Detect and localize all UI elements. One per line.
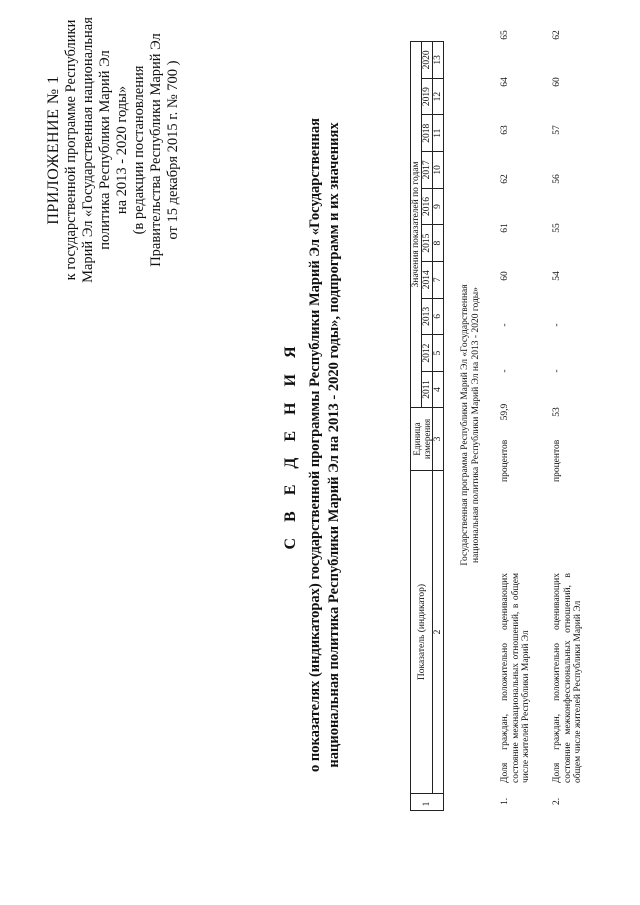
row-unit: процентов (552, 439, 562, 482)
col-indicator: Показатель (индикатор) (411, 471, 433, 794)
row-number: 2. (552, 797, 562, 805)
row-value: 62 (552, 30, 562, 40)
col-number: 9 (433, 188, 444, 225)
row-value: 54 (552, 271, 562, 281)
appendix-line: (в редакции постановления (131, 65, 147, 235)
row-value: - (552, 369, 562, 373)
row-value: - (500, 323, 510, 327)
row-value: 64 (500, 77, 510, 87)
appendix-line: от 15 декабря 2015 г. № 700 ) (165, 60, 181, 240)
heading-line-2: национальная политика Республики Марий Эл на 2013 - 2020 годы», подпрограмм и их значениях (326, 122, 342, 768)
appendix-title: ПРИЛОЖЕНИЕ № 1 (45, 75, 62, 225)
year-cell: 2020 (422, 42, 433, 79)
row-unit: процентов (500, 439, 510, 482)
appendix-line: Марий Эл «Государственная национальная (80, 17, 96, 283)
row-value (500, 0, 511, 5)
year-cell: 2014 (422, 261, 433, 298)
row-value: 55 (552, 223, 562, 233)
year-cell: 2017 (422, 152, 433, 189)
col-number: 12 (433, 78, 444, 115)
row-value: 63 (500, 125, 510, 135)
col-number: 4 (433, 371, 444, 407)
year-cell: 2019 (422, 78, 433, 115)
row-value: 60 (500, 271, 510, 281)
col-number: 3 (433, 408, 444, 471)
row-value: 61 (500, 223, 510, 233)
appendix-line: на 2013 - 2020 годы» (114, 85, 130, 215)
col-number: 13 (433, 42, 444, 79)
row-indicator: Доля граждан, положительно оценивающих состояние межконфессиональных отношений, в общем числе жителей Республики Марий Эл (552, 573, 583, 783)
col-number: 11 (433, 115, 444, 152)
col-number: 10 (433, 152, 444, 189)
col-number: 2 (433, 471, 444, 794)
year-cell: 2018 (422, 115, 433, 152)
heading-title: С В Е Д Е Н И Я (282, 340, 299, 550)
row-number: 1. (500, 797, 510, 805)
indicators-table-header (410, 41, 444, 811)
col-number: 7 (433, 261, 444, 298)
heading-line-1: о показателях (индикаторах) государственной программы Республики Марий Эл «Государственная (307, 117, 323, 773)
row-value: 56 (552, 174, 562, 184)
section-title: Государственная программа Республики Марий Эл «Государственная национальная политика Республики Марий Эл на 2013 - 2020 годы» (460, 284, 481, 566)
col-number: 8 (433, 225, 444, 262)
appendix-line: к государственной программе Республики (63, 19, 79, 281)
row-value: 65 (500, 30, 510, 40)
year-cell: 2016 (422, 188, 433, 225)
row-value: 53 (552, 407, 562, 417)
year-cell: 2013 (422, 298, 433, 335)
year-cell: 2011 (422, 371, 433, 407)
row-value: 60 (552, 77, 562, 87)
year-cell: 2015 (422, 225, 433, 262)
appendix-line: политика Республики Марий Эл (97, 50, 113, 250)
col-number-first: 1 (422, 801, 432, 807)
col-number: 5 (433, 335, 444, 372)
row-value: 62 (500, 174, 510, 184)
year-cell: 2012 (422, 335, 433, 372)
row-value (552, 0, 563, 5)
appendix-line: Правительства Республики Марий Эл (148, 33, 164, 267)
col-number: 6 (433, 298, 444, 335)
row-indicator: Доля граждан, положительно оценивающих состояние межнациональных отношений, в общем числе жителей Республики Марий Эл (500, 573, 531, 783)
document-heading (282, 45, 344, 845)
col-values: Значения показателей по годам (411, 42, 422, 408)
row-value: - (500, 369, 510, 373)
row-value: 59,9 (500, 403, 510, 421)
row-value: - (552, 323, 562, 327)
row-value: 57 (552, 125, 562, 135)
appendix-block (45, 15, 182, 285)
col-unit: Единица измерения (411, 408, 433, 471)
